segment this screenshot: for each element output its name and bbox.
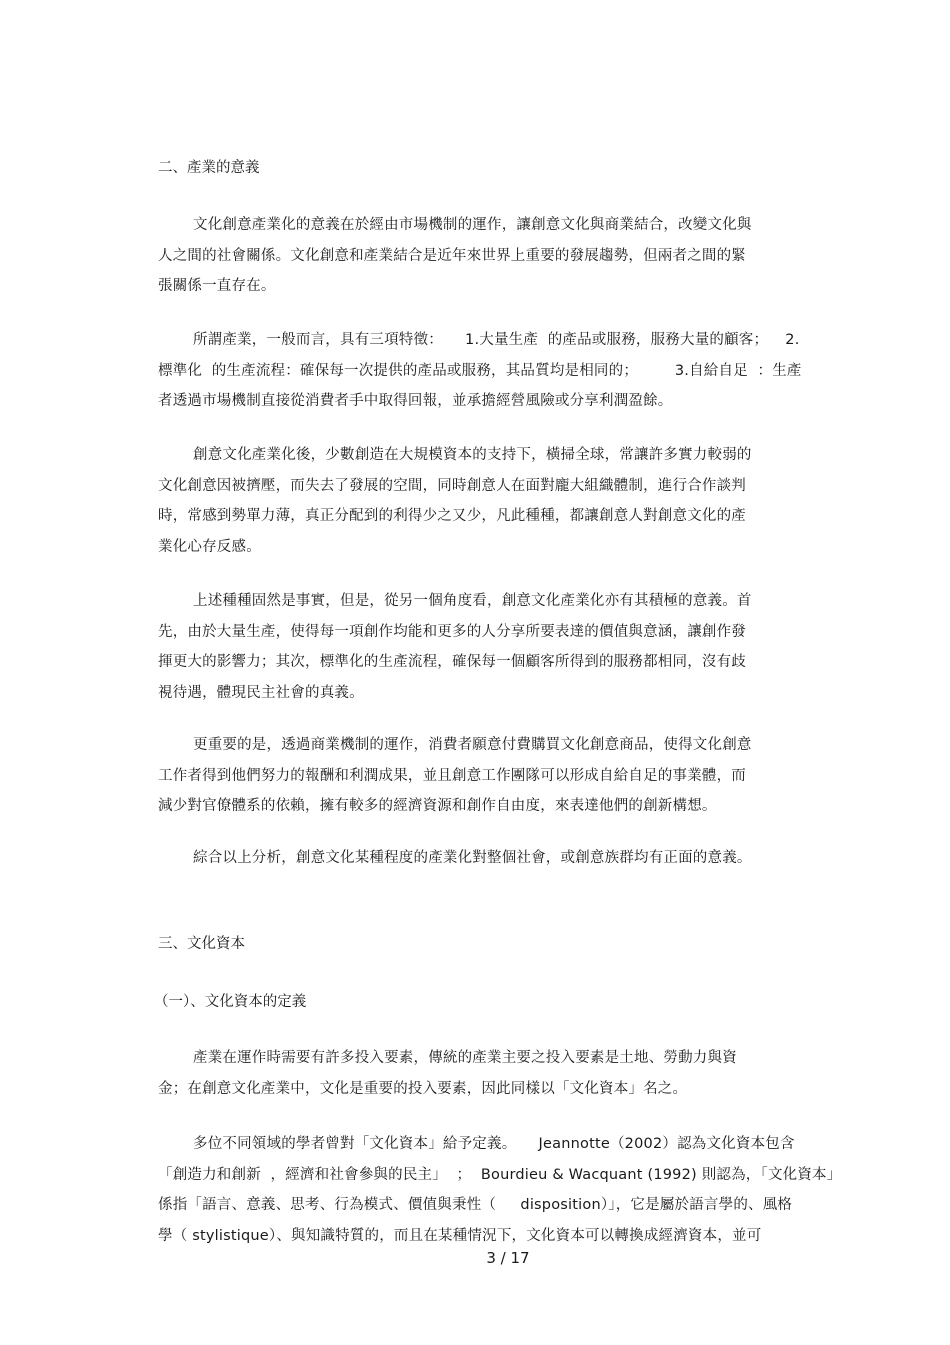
text-line: 多位不同領域的學者曾對「文化資本」給予定義。 Jeannotte（2002）認為文化資本包含 xyxy=(193,1136,795,1152)
text-line: 所謂產業，一般而言，具有三項特徵： 1.大量生產 的產品或服務，服務大量的顧客； 2. xyxy=(193,332,800,348)
text-line: 「創造力和創新 ，經濟和社會參與的民主」 ； Bourdieu & Wacquant (1992) 則認為，「文化資本」 xyxy=(158,1166,842,1183)
text-line: 揮更大的影響力；其次，標準化的生產流程，確保每一個顧客所得到的服務都相同，沒有歧 xyxy=(158,654,746,670)
text-line: 標準化 的生產流程：確保每一次提供的產品或服務，其品質均是相同的； 3.自給自足 ：生產 xyxy=(158,362,802,379)
text-line: 減少對官僚體系的依賴，擁有較多的經濟資源和創作自由度，來表達他們的創新構想。 xyxy=(158,798,717,814)
text-line: 文化創意因被擠壓，而失去了發展的空間，同時創意人在面對龐大組織體制，進行合作談判 xyxy=(158,477,746,494)
text-line: 學（ stylistique）、與知識特質的，而且在某種情況下，文化資本可以轉換成經濟資本，並可 xyxy=(158,1227,762,1244)
text-line: 人之間的社會關係。文化創意和產業結合是近年來世界上重要的發展趨勢，但兩者之間的緊 xyxy=(158,247,746,264)
paragraph-4 xyxy=(158,586,858,708)
text-line: 工作者得到他們努力的報酬和利潤成果，並且創意工作團隊可以形成自給自足的事業體，而 xyxy=(158,767,746,784)
subsection-heading-definition: （一）、文化資本的定義 xyxy=(154,994,307,1010)
section-heading-industry-meaning: 二、產業的意義 xyxy=(158,160,260,176)
text-line: 張關係一直存在。 xyxy=(158,278,276,294)
paragraph-3 xyxy=(158,440,858,562)
text-line: 文化創意產業化的意義在於經由市場機制的運作，讓創意文化與商業結合，改變文化與 xyxy=(193,217,752,233)
text-line: 更重要的是，透過商業機制的運作，消費者願意付費購買文化創意商品，使得文化創意 xyxy=(193,737,752,753)
text-line: 創意文化產業化後，少數創造在大規模資本的支持下，橫掃全球，常讓許多實力較弱的 xyxy=(193,447,752,463)
text-line: 上述種種固然是事實，但是，從另一個角度看，創意文化產業化亦有其積極的意義。首 xyxy=(193,593,752,609)
paragraph-8 xyxy=(158,1129,858,1251)
text-line: 先，由於大量生產，使得每一項創作均能和更多的人分享所要表達的價值與意涵，讓創作發 xyxy=(158,623,746,640)
section-heading-cultural-capital: 三、文化資本 xyxy=(158,936,245,952)
text-line: 金；在創意文化產業中，文化是重要的投入要素，因此同樣以「文化資本」名之。 xyxy=(158,1080,688,1097)
paragraph-6 xyxy=(158,843,858,874)
text-line: 綜合以上分析，創意文化某種程度的產業化對整個社會，或創意族群均有正面的意義。 xyxy=(193,850,752,866)
paragraph-5 xyxy=(158,730,858,822)
text-line: 時，常感到勢單力薄，真正分配到的利得少之又少，凡此種種，都讓創意人對創意文化的產 xyxy=(158,508,746,524)
paragraph-7 xyxy=(158,1043,858,1104)
text-line: 產業在運作時需要有許多投入要素，傳統的產業主要之投入要素是土地、勞動力與資 xyxy=(193,1050,737,1066)
text-line: 視待遇，體現民主社會的真義。 xyxy=(158,684,364,701)
text-line: 者透過市場機制直接從消費者手中取得回報，並承擔經營風險或分享利潤盈餘。 xyxy=(158,393,673,409)
paragraph-2 xyxy=(158,325,858,417)
page-number: 3 / 17 xyxy=(486,1249,530,1267)
paragraph-1 xyxy=(158,210,858,302)
text-line: 業化心存反感。 xyxy=(158,538,261,555)
text-line: 係指「語言、意義、思考、行為模式、價值與秉性（ disposition）」，它是屬於語言學的、風格 xyxy=(158,1197,793,1213)
